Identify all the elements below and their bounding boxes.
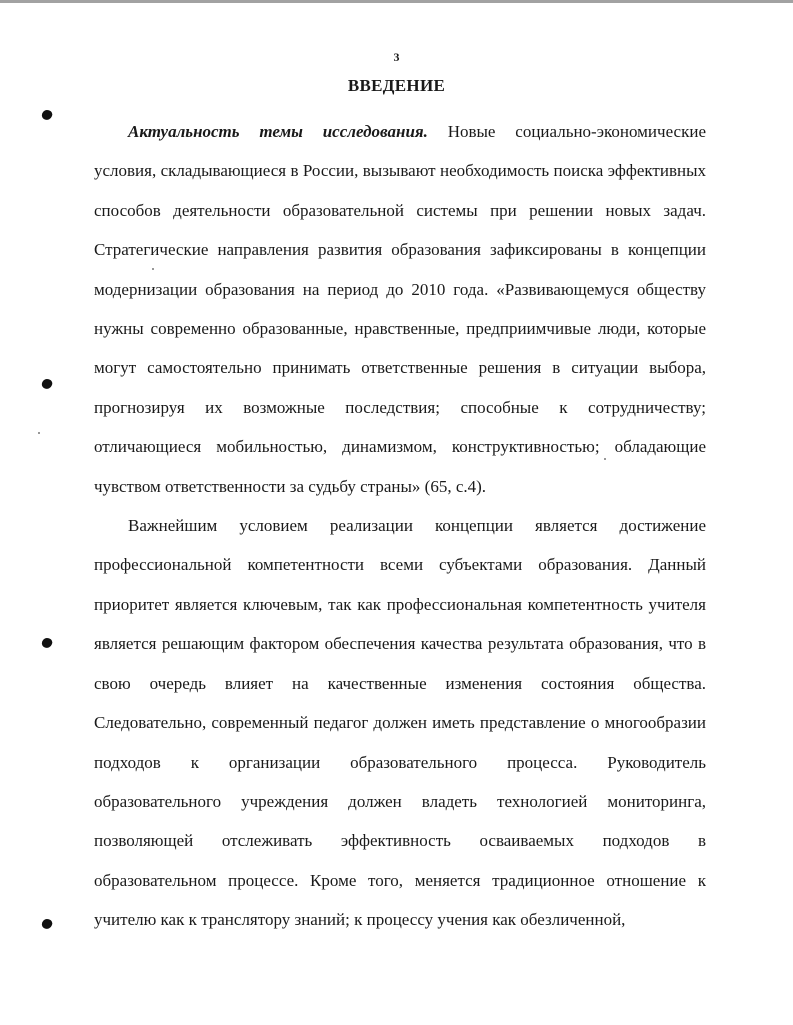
paragraph-competence [94, 506, 706, 939]
document-body [94, 112, 706, 940]
scan-speck [38, 432, 40, 434]
punch-hole-mark [41, 378, 54, 391]
paragraph-relevance [94, 112, 706, 506]
paragraph-text: Новые социально-экономические условия, складывающиеся в России, вызывают необходимость поиска эффективных способов деятельности образовательной системы при решении новых задач. Стратегические направления развития образования зафиксированы в концепции модернизации образования на период до 2010 года. «Развивающемуся обществу нужны современно образованные, нравственные, предприимчивые люди, которые могут самостоятельно принимать ответственные решения в ситуации выбора, прогнозируя их возможные последствия; способные к сотрудничеству; отличающиеся мобильностью, динамизмом, конструктивностью; обладающие чувством ответственности за судьбу страны» (65, с.4). [94, 122, 706, 496]
scan-top-edge [0, 0, 793, 3]
paragraph-text: Важнейшим условием реализации концепции является достижение профессиональной компетентности всеми субъектами образования. Данный приоритет является ключевым, так как профессиональная компетентность учителя является решающим фактором обеспечения качества результата образования, что в свою очередь влияет на качественные изменения состояния общества. Следовательно, современный педагог должен иметь представление о многообразии подходов к организации образовательного процесса. Руководитель образовательного учреждения должен владеть технологией мониторинга, позволяющей отслеживать эффективность осваиваемых подходов в образовательном процессе. Кроме того, меняется традиционное отношение к учителю как к транслятору знаний; к процессу учения как обезличенной, [94, 516, 706, 930]
punch-hole-mark [41, 109, 54, 122]
page-number: 3 [393, 50, 400, 64]
page-title: ВВЕДЕНИЕ [347, 76, 446, 95]
punch-hole-mark [41, 918, 54, 931]
punch-hole-mark [41, 637, 54, 650]
paragraph-lead: Актуальность темы исследования. [128, 122, 428, 141]
